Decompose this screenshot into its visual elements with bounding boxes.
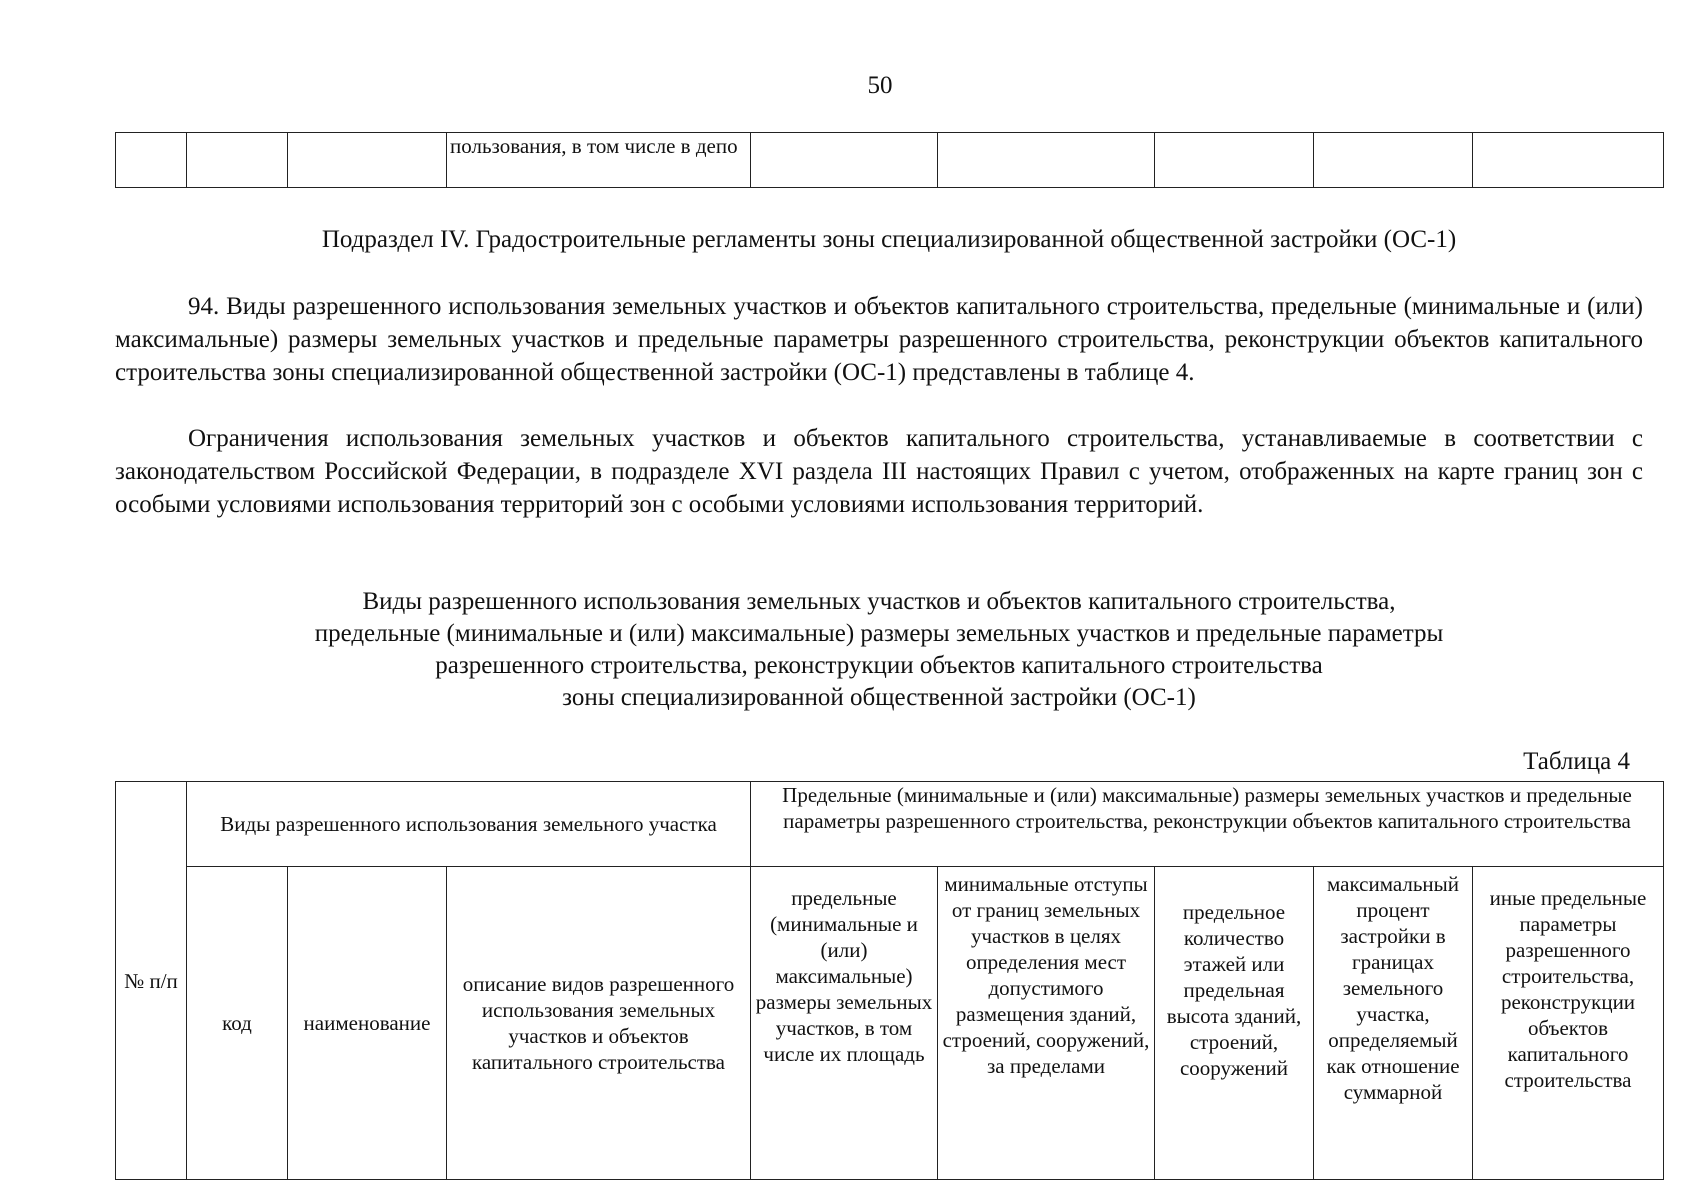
subsection-heading: Подраздел IV. Градостроительные регламенты зоны специализированной общественной застройки (ОС-1) (321, 226, 1457, 253)
header-floors (1155, 867, 1314, 1180)
table-cell (938, 133, 1155, 188)
table-number: Таблица 4 (1523, 748, 1630, 775)
header-percent (1314, 867, 1473, 1180)
header-setback-text: минимальные отступы от границ земельных участков в целях определения мест допустимого размещения зданий, строений, сооружений, за пределами (942, 872, 1150, 1078)
header-percent-text: максимальный процент застройки в границах земельного участка, определяемый как отношение суммарной (1326, 872, 1460, 1104)
header-size-text: предельные (минимальные и (или) максимальные) размеры земельных участков, в том числе их площадь (755, 886, 933, 1066)
table-cell (1155, 133, 1314, 188)
table-cell (751, 133, 938, 188)
header-other-text: иные предельные параметры разрешенного строительства, реконструкции объектов капитального строительства (1489, 886, 1647, 1092)
table-title-line: зоны специализированной общественной застройки (ОС-1) (562, 684, 1196, 711)
header-group-vri: Виды разрешенного использования земельного участка (187, 782, 751, 867)
table-header-row (116, 867, 1664, 1180)
table-cell (288, 133, 447, 188)
header-size (751, 867, 938, 1180)
table-title (115, 586, 1643, 714)
table-cell (187, 133, 288, 188)
header-number: № п/п (116, 782, 187, 1180)
header-setback (938, 867, 1155, 1180)
header-floors-text: предельное количество этажей или предельная высота зданий, строений, сооружений (1166, 900, 1302, 1080)
header-code: код (187, 867, 288, 1180)
table-cell (1314, 133, 1473, 188)
table-cell (1473, 133, 1664, 188)
table-row (116, 133, 1664, 188)
paragraph-94: 94. Виды разрешенного использования земельных участков и объектов капитального строительства, предельные (минимальные и (или) максимальные) размеры земельных участков и предельные параметры разрешенного строительства, реконструкции объектов капитального строительства зоны специализированной общественной застройки (ОС-1) представлены в таблице 4. (115, 293, 1643, 386)
page-number: 50 (867, 72, 893, 99)
table-title-line: Виды разрешенного использования земельных участков и объектов капитального строительства, (362, 588, 1396, 615)
paragraph-restrictions: Ограничения использования земельных участков и объектов капитального строительства, устанавливаемые в соответствии с законодательством Российской Федерации, в подразделе XVI раздела III настоящих Правил с учетом, отображенных на карте границ зон с особыми условиями использования территорий зон с особыми условиями использования территорий. (115, 425, 1643, 518)
table-cell: пользования, в том числе в депо (447, 133, 751, 188)
header-name: наименование (288, 867, 447, 1180)
header-other (1473, 867, 1664, 1180)
regulations-table (115, 781, 1664, 1180)
continued-table-row (115, 132, 1664, 188)
table-title-line: предельные (минимальные и (или) максимальные) размеры земельных участков и предельные параметры (314, 620, 1444, 647)
header-group-params: Предельные (минимальные и (или) максимальные) размеры земельных участков и предельные параметры разрешенного строительства, реконструкции объектов капитального строительства (751, 782, 1664, 867)
table-title-line: разрешенного строительства, реконструкции объектов капитального строительства (435, 652, 1323, 679)
table-cell (116, 133, 187, 188)
table-header-row (116, 782, 1664, 867)
header-description: описание видов разрешенного использования земельных участков и объектов капитального строительства (447, 867, 751, 1180)
